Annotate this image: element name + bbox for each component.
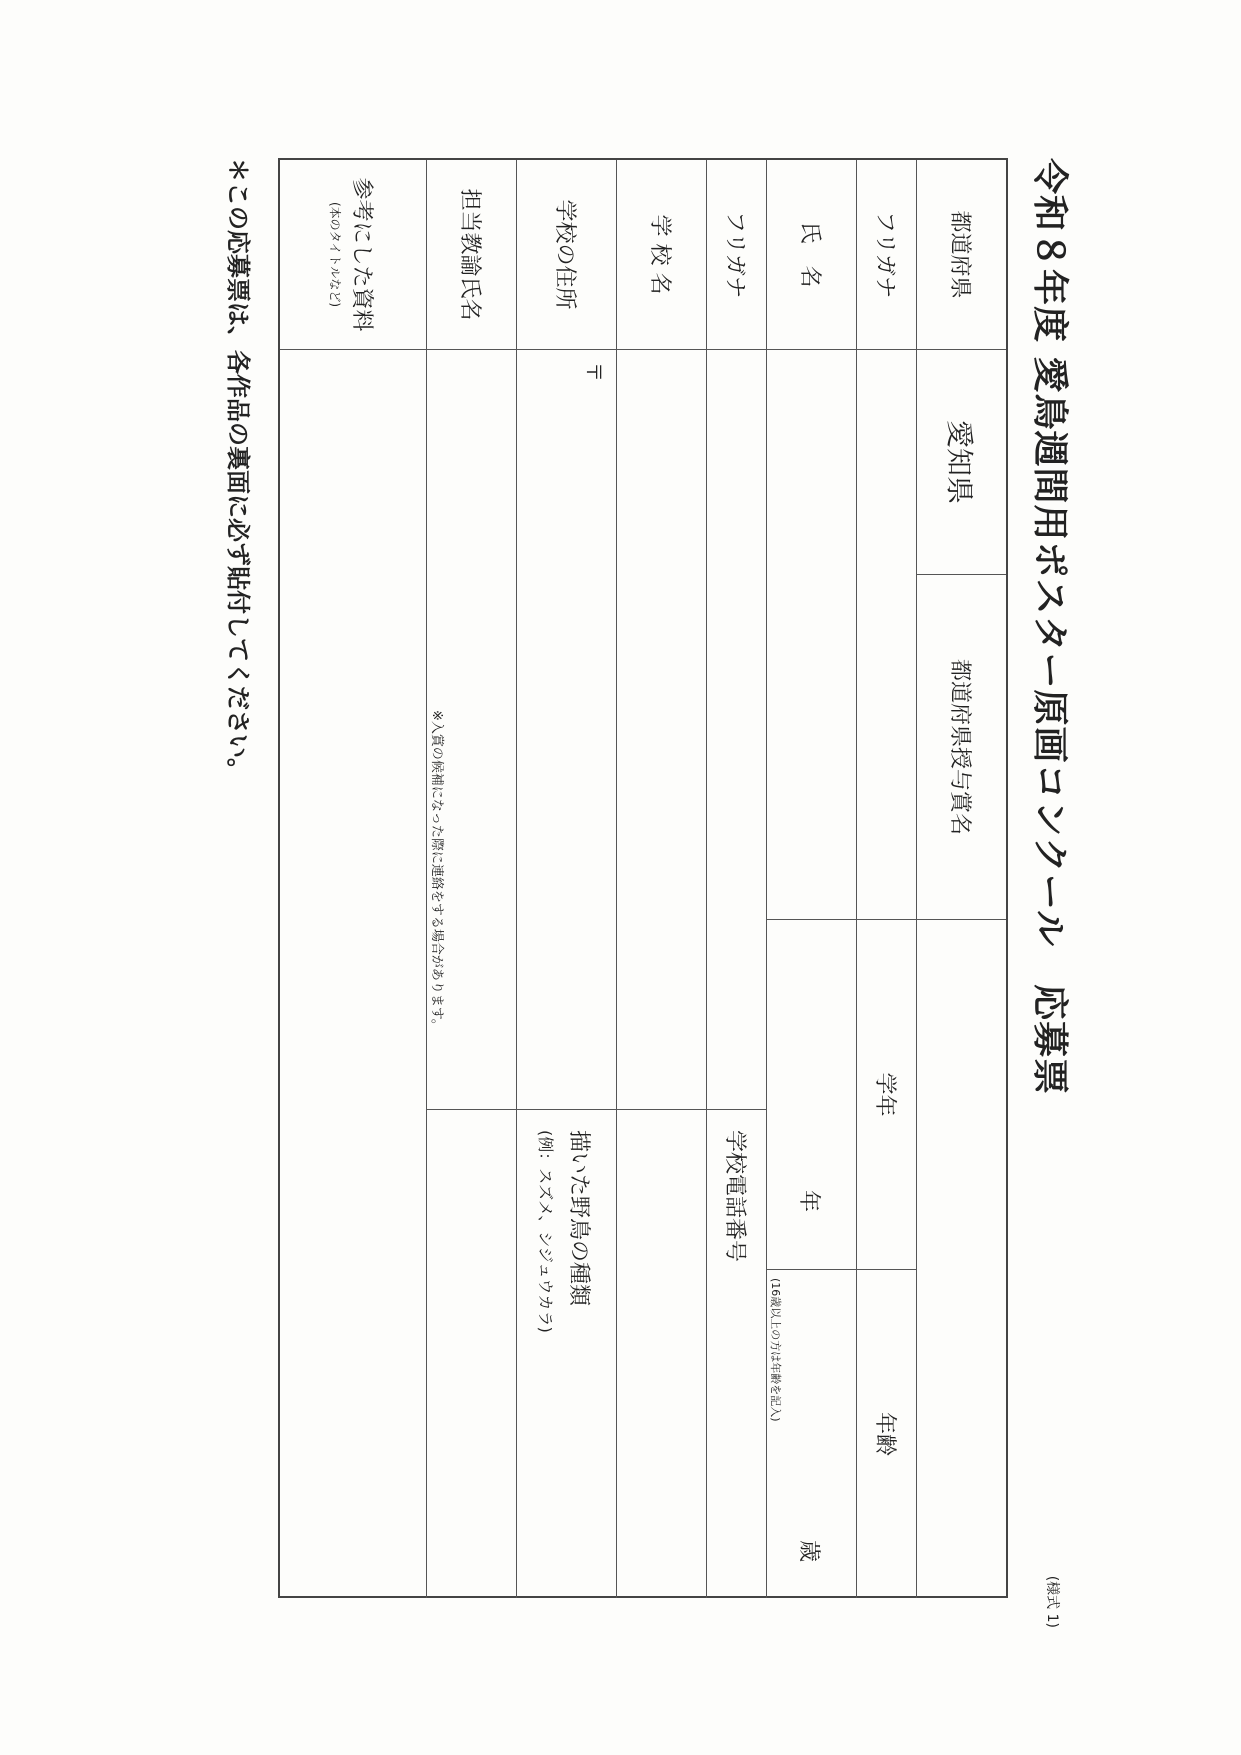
age-field[interactable]	[766, 1270, 856, 1598]
form-number: (様式 1)	[1044, 1575, 1060, 1628]
furigana-label-text: フリガナ	[872, 211, 897, 298]
reference-field[interactable]	[280, 350, 426, 1598]
school-phone-label	[706, 1110, 766, 1598]
grade-unit: 年	[796, 1190, 821, 1213]
bird-type-example: (例：スズメ、シジュウカラ)	[536, 1130, 555, 1333]
school-name-label	[616, 160, 706, 350]
grade-field[interactable]	[766, 920, 856, 1270]
form-title: 令和８年度 愛鳥週間用ポスター原画コンクール 応募票	[1029, 158, 1070, 1096]
name-label	[766, 160, 856, 350]
school-phone-label-text: 学校電話番号	[722, 1130, 747, 1263]
reference-label-text: 参考にした資料	[349, 177, 374, 332]
prefecture-value[interactable]	[916, 350, 1006, 575]
age-label-text: 年齢	[872, 1411, 897, 1456]
bird-type-field[interactable]	[426, 1110, 516, 1598]
name-label-text: 氏 名	[797, 221, 822, 288]
age-unit: 歳	[796, 1540, 821, 1563]
school-address-label	[516, 160, 616, 350]
teacher-field[interactable]	[426, 350, 516, 1110]
postal-mark: 〒	[582, 362, 606, 382]
school-address-field[interactable]	[516, 350, 616, 1110]
grade-label	[856, 920, 916, 1270]
school-name-label-text: 学 校 名	[647, 214, 672, 295]
school-furigana-label	[706, 160, 766, 350]
form-grid	[278, 158, 1008, 1598]
school-furigana-label-text: フリガナ	[722, 211, 747, 298]
application-form	[188, 158, 1088, 1658]
reference-label	[280, 160, 426, 350]
age-note: (16歳以上の方は年齢を記入)	[769, 1278, 782, 1422]
prefecture-label-text: 都道府県	[947, 210, 972, 299]
furigana-label	[856, 160, 916, 350]
teacher-note: ※入賞の候補になった際に連絡をする場合があります。	[429, 710, 444, 1032]
bird-type-label: 描いた野鳥の種類	[566, 1130, 591, 1307]
name-field[interactable]	[766, 350, 856, 920]
age-label	[856, 1270, 916, 1598]
footer-note: ＊この応募票は、各作品の裏面に必ず貼付してください。	[224, 158, 252, 782]
reference-sub-text: (本のタイトルなど)	[328, 201, 342, 308]
prefecture-award-label	[916, 575, 1006, 920]
school-address-label-text: 学校の住所	[552, 199, 577, 310]
bird-type-header	[516, 1110, 616, 1598]
furigana-field[interactable]	[856, 350, 916, 920]
prefecture-award-field[interactable]	[916, 920, 1006, 1598]
school-phone-field[interactable]	[616, 1110, 706, 1598]
school-furigana-field[interactable]	[706, 350, 766, 1110]
teacher-label-text: 担当教諭氏名	[457, 188, 482, 321]
prefecture-award-label-text: 都道府県授与賞名	[947, 658, 972, 835]
teacher-label	[426, 160, 516, 350]
prefecture-value-text: 愛知県	[943, 419, 977, 504]
prefecture-label	[916, 160, 1006, 350]
school-name-field[interactable]	[616, 350, 706, 1110]
grade-label-text: 学年	[872, 1072, 897, 1117]
